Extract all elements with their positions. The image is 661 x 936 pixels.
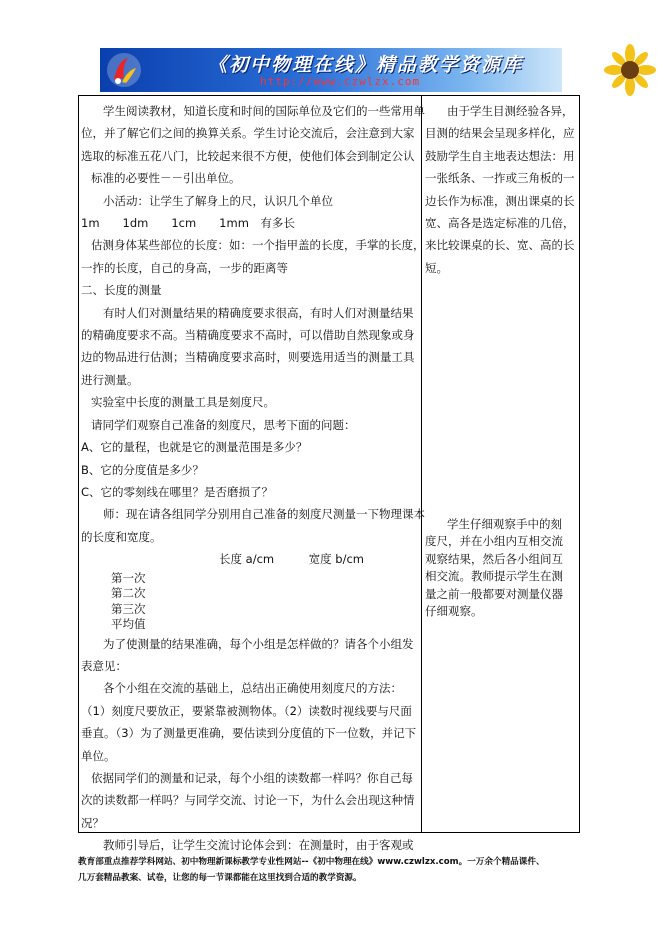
design-intent-note-1 (425, 100, 577, 279)
section-heading: 二、长度的测量 (81, 283, 162, 298)
lesson-table (78, 95, 580, 853)
teaching-process-column (81, 100, 425, 853)
site-logo-icon (106, 52, 142, 88)
text-line: 宽、高各是选定标准的几倍， (425, 216, 575, 231)
text-line: 边的物品进行估测；当精确度要求高时，则要选用适当的测量工具 (81, 350, 415, 365)
measure-table-header (81, 548, 419, 570)
column-divider (421, 96, 422, 832)
text-line: 观察结果，然后各小组间互 (425, 551, 563, 566)
text-line: 依据同学们的测量和记录，每个小组的读数都一样吗？你自己每 (91, 770, 413, 785)
text-line: 进行测量。 (81, 372, 139, 387)
text-line: 一张纸条、一拃或三角板的一 (425, 171, 575, 186)
text-line: 单位。 (81, 748, 116, 763)
col-length-header: 长度 a/cm (219, 552, 275, 567)
text-line: 来比较课桌的长、宽、高的长 (425, 238, 575, 253)
text-line: 表意见： (81, 658, 127, 673)
design-intent-note-2 (425, 516, 577, 620)
header-banner (100, 48, 562, 92)
text-line: 垂直。（3）为了测量更准确，要估读到分度值的下一位数，并记下 (81, 726, 417, 741)
question-a: A、它的量程，也就是它的测量范围是多少？ (81, 440, 308, 455)
text-line: 短。 (425, 260, 448, 275)
text-line: 1m 1dm 1cm 1mm 有多长 (81, 216, 295, 231)
text-line: 为了使测量的结果准确，每个小组是怎样做的？请各个小组发 (103, 636, 414, 651)
text-line: 小活动：让学生了解身上的尺，认识几个单位 (103, 193, 333, 208)
banner-url[interactable]: http://www.czwlzx.com (260, 75, 421, 88)
text-line: 师：现在请各组同学分别用自己准备的刻度尺测量一下物理课本 (103, 507, 425, 522)
measure-row: 第三次 (111, 601, 146, 616)
text-line: 教师引导后，让学生交流讨论体会到：在测量时，由于客观或 (103, 838, 414, 853)
text-line: 估测身体某些部位的长度：如：一个指甲盖的长度，手掌的长度， (91, 238, 425, 253)
measure-row: 第二次 (111, 586, 146, 601)
text-line: 标准的必要性－－引出单位。 (91, 171, 241, 186)
text-line: 选取的标准五花八门，比较起来很不方便，使他们体会到制定公认 (81, 148, 415, 163)
text-line: 边长作为标准，测出课桌的长 (425, 193, 575, 208)
question-c: C、它的零刻线在哪里？是否磨损了？ (81, 484, 274, 499)
sunflower-icon (600, 48, 660, 92)
page-footer (78, 854, 618, 886)
text-line: 度尺，并在小组内互相交流 (425, 534, 563, 549)
text-line: 鼓励学生自主地表达想法：用 (425, 148, 575, 163)
text-line: 相交流。教师提示学生在测 (425, 569, 563, 584)
text-line: 的精确度要求不高。当精确度要求不高时，可以借助自然现象或身 (81, 328, 415, 343)
text-line: 量之前一般都要对测量仪器 (425, 586, 563, 601)
text-line: 况？ (81, 815, 104, 830)
text-line: 学生阅读教材，知道长度和时间的国际单位及它们的一些常用单 (103, 104, 425, 118)
col-width-header: 宽度 b/cm (308, 552, 364, 567)
text-line: 请同学们观察自己准备的刻度尺，思考下面的问题： (91, 417, 356, 432)
text-line: 实验室中长度的测量工具是刻度尺。 (91, 395, 275, 410)
footer-line: 教育部重点推荐学科网站、初中物理新课标教学专业性网站--《初中物理在线》www.czwlzx.com。一万余个精品课件、 (78, 857, 545, 867)
text-line: 的长度和宽度。 (81, 529, 162, 544)
text-line: （1）刻度尺要放正，要紧靠被测物体。（2）读数时视线要与尺面 (81, 703, 412, 718)
text-line: 目测的结果会呈现多样化，应 (425, 126, 575, 141)
text-line: 位，并了解它们之间的换算关系。学生讨论交流后，会注意到大家 (81, 126, 415, 141)
text-line: 一拃的长度，自己的身高，一步的距离等 (81, 260, 288, 275)
banner-title: 《初中物理在线》精品教学资源库 (208, 54, 524, 76)
text-line: 学生仔细观察手中的刻 (447, 517, 562, 531)
text-line: 仔细观察。 (425, 604, 483, 619)
question-b: B、它的分度值是多少？ (81, 462, 204, 477)
footer-line: 几万套精品教案、试卷，让您的每一节课都能在这里找到合适的教学资源。 (78, 873, 362, 883)
text-line: 次的读数都一样吗？与同学交流、讨论一下，为什么会出现这种情 (81, 793, 415, 808)
text-line: 由于学生目测经验各异， (447, 104, 574, 118)
text-line: 各个小组在交流的基础上，总结出正确使用刻度尺的方法： (103, 681, 402, 696)
measure-row: 平均值 (111, 617, 146, 632)
text-line: 有时人们对测量结果的精确度要求很高，有时人们对测量结果 (103, 305, 414, 320)
measure-row: 第一次 (111, 570, 146, 585)
